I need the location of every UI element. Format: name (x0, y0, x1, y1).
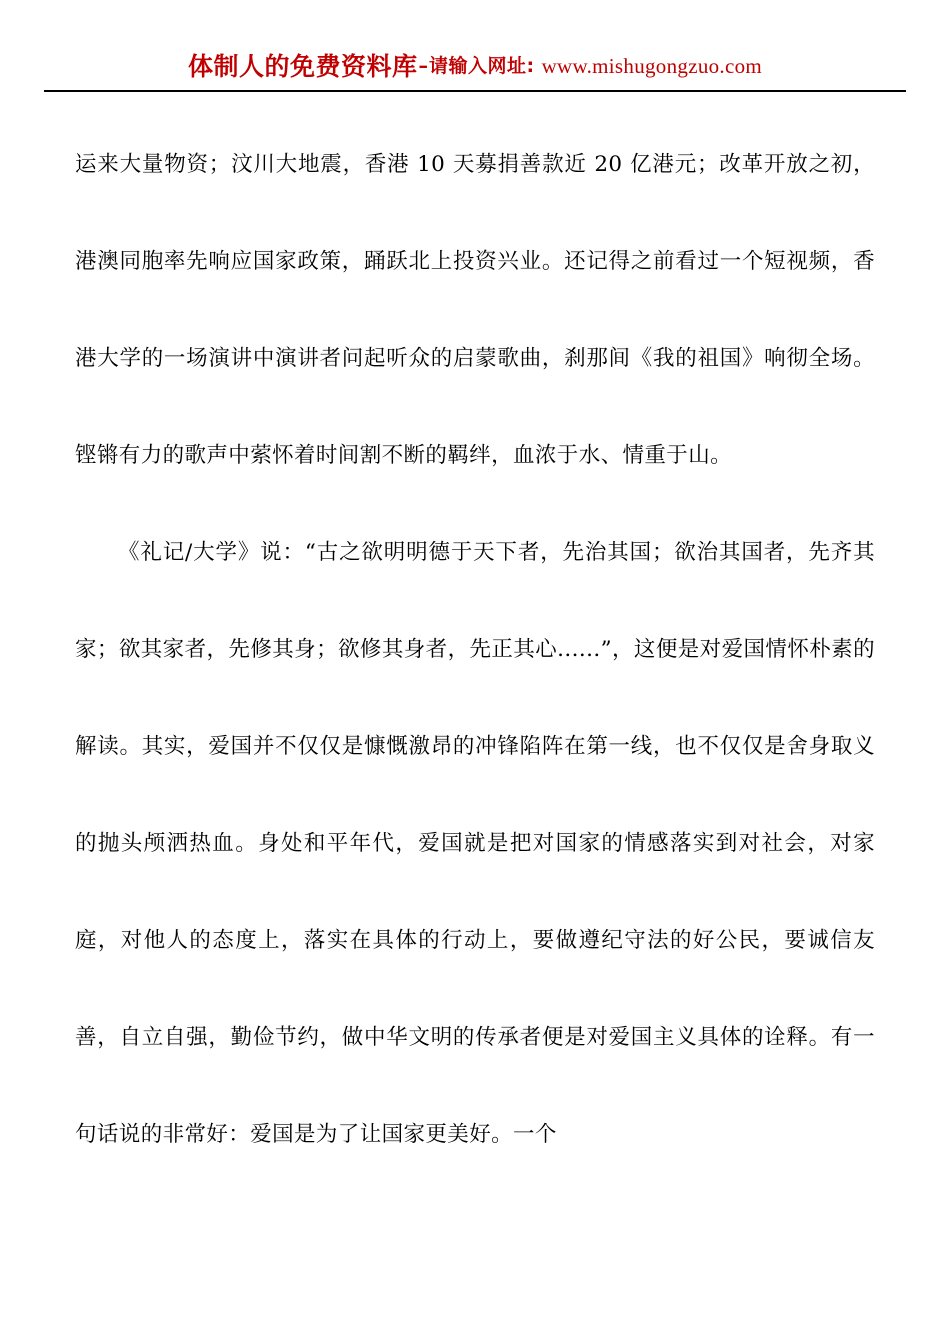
document-body (75, 92, 875, 1183)
brand-separator: – (418, 55, 428, 77)
brand-cta-label: 请输入网址: (428, 55, 535, 77)
site-url[interactable]: www.mishugongzuo.com (541, 54, 763, 78)
site-brand-title: 体制人的免费资料库 (187, 52, 418, 81)
paragraph: 运来大量物资；汶川大地震，香港 10 天募捐善款近 20 亿港元；改革开放之初，港澳同胞率先响应国家政策，踊跃北上投资兴业。还记得之前看过一个短视频，香港大学的一场演讲中演讲者问起听众的启蒙歌曲，刹那间《我的祖国》响彻全场。铿锵有力的歌声中萦怀着时间割不断的羁绊，血浓于水、情重于山。 (75, 152, 875, 468)
header-brand-line (0, 54, 950, 79)
page-header (0, 0, 950, 92)
paragraph: 《礼记/大学》说：“古之欲明明德于天下者，先治其国；欲治其国者，先齐其家；欲其家者，先修其身；欲修其身者，先正其心......”，这便是对爱国情怀朴素的解读。其实，爱国并不仅仅是慷慨激昂的冲锋陷阵在第一线，也不仅仅是舍身取义的抛头颅洒热血。身处和平年代，爱国就是把对国家的情感落实到对社会，对家庭，对他人的态度上，落实在具体的行动上，要做遵纪守法的好公民，要诚信友善，自立自强，勤俭节约，做中华文明的传承者便是对爱国主义具体的诠释。有一句话说的非常好：爱国是为了让国家更美好。一个 (75, 540, 875, 1147)
